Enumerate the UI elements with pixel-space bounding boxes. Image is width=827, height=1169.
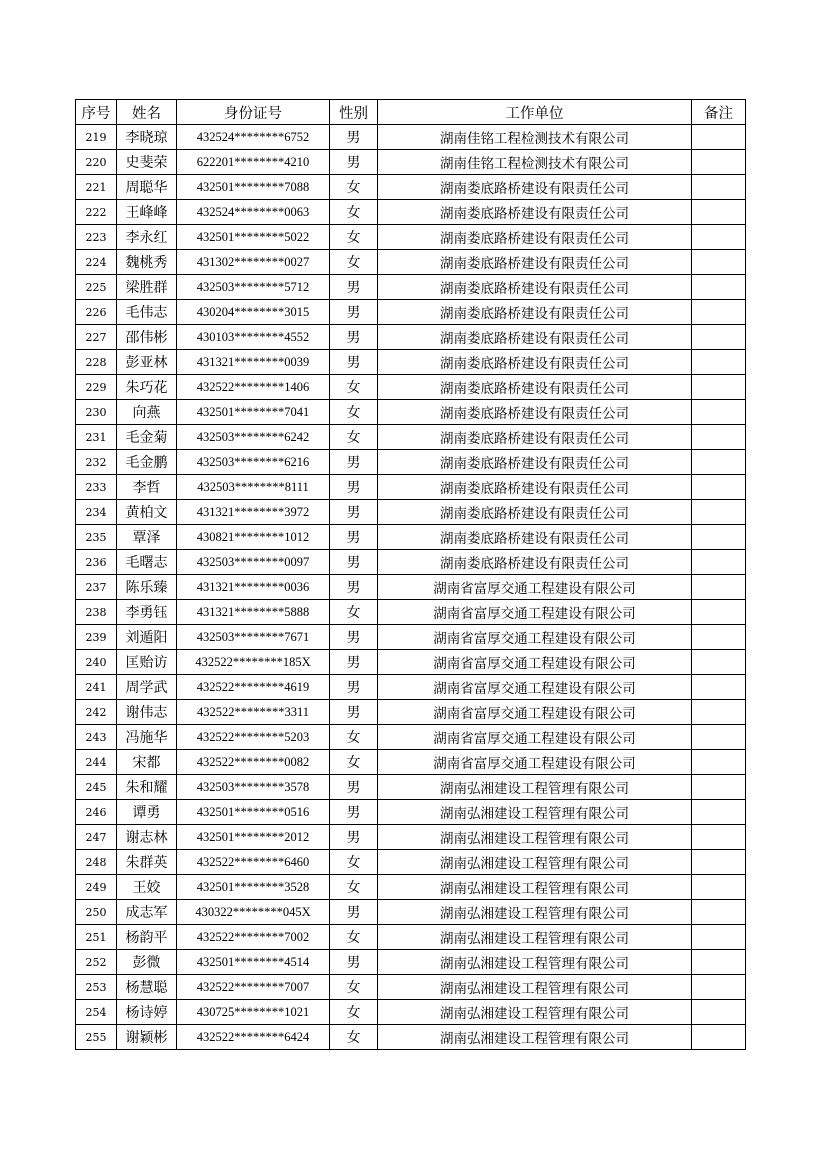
cell-name: 朱群英 xyxy=(117,850,177,875)
cell-id-number: 431321********5888 xyxy=(177,600,330,625)
header-name: 姓名 xyxy=(117,100,177,125)
cell-remarks xyxy=(692,575,746,600)
cell-remarks xyxy=(692,325,746,350)
table-row xyxy=(76,200,746,225)
cell-remarks xyxy=(692,500,746,525)
cell-id-number: 432501********4514 xyxy=(177,950,330,975)
cell-serial: 227 xyxy=(76,325,117,350)
table-row xyxy=(76,600,746,625)
cell-gender: 男 xyxy=(330,150,378,175)
cell-serial: 232 xyxy=(76,450,117,475)
cell-remarks xyxy=(692,975,746,1000)
cell-remarks xyxy=(692,250,746,275)
cell-gender: 男 xyxy=(330,550,378,575)
header-employer: 工作单位 xyxy=(378,100,692,125)
cell-name: 冯施华 xyxy=(117,725,177,750)
table-row xyxy=(76,925,746,950)
cell-employer: 湖南娄底路桥建设有限责任公司 xyxy=(378,550,692,575)
cell-id-number: 432501********0516 xyxy=(177,800,330,825)
cell-id-number: 432501********2012 xyxy=(177,825,330,850)
cell-employer: 湖南省富厚交通工程建设有限公司 xyxy=(378,575,692,600)
cell-serial: 233 xyxy=(76,475,117,500)
cell-id-number: 432503********3578 xyxy=(177,775,330,800)
cell-employer: 湖南娄底路桥建设有限责任公司 xyxy=(378,300,692,325)
cell-id-number: 432522********5203 xyxy=(177,725,330,750)
table-row xyxy=(76,525,746,550)
cell-gender: 男 xyxy=(330,575,378,600)
header-row xyxy=(76,100,746,125)
cell-remarks xyxy=(692,275,746,300)
table-header xyxy=(76,100,746,125)
cell-remarks xyxy=(692,675,746,700)
cell-id-number: 432524********6752 xyxy=(177,125,330,150)
cell-employer: 湖南娄底路桥建设有限责任公司 xyxy=(378,325,692,350)
roster-table xyxy=(75,99,746,1050)
cell-id-number: 432501********5022 xyxy=(177,225,330,250)
cell-employer: 湖南佳铭工程检测技术有限公司 xyxy=(378,125,692,150)
cell-id-number: 432503********6216 xyxy=(177,450,330,475)
cell-name: 刘遁阳 xyxy=(117,625,177,650)
cell-remarks xyxy=(692,875,746,900)
cell-id-number: 432503********5712 xyxy=(177,275,330,300)
cell-name: 黄柏文 xyxy=(117,500,177,525)
cell-remarks xyxy=(692,375,746,400)
cell-gender: 男 xyxy=(330,900,378,925)
cell-employer: 湖南娄底路桥建设有限责任公司 xyxy=(378,425,692,450)
cell-remarks xyxy=(692,1000,746,1025)
cell-employer: 湖南娄底路桥建设有限责任公司 xyxy=(378,225,692,250)
cell-gender: 女 xyxy=(330,750,378,775)
cell-serial: 238 xyxy=(76,600,117,625)
cell-serial: 253 xyxy=(76,975,117,1000)
table-row xyxy=(76,800,746,825)
cell-name: 毛曙志 xyxy=(117,550,177,575)
cell-employer: 湖南省富厚交通工程建设有限公司 xyxy=(378,600,692,625)
cell-remarks xyxy=(692,850,746,875)
cell-name: 彭微 xyxy=(117,950,177,975)
cell-remarks xyxy=(692,225,746,250)
cell-remarks xyxy=(692,350,746,375)
cell-employer: 湖南弘湘建设工程管理有限公司 xyxy=(378,825,692,850)
cell-serial: 242 xyxy=(76,700,117,725)
cell-serial: 237 xyxy=(76,575,117,600)
cell-serial: 225 xyxy=(76,275,117,300)
cell-remarks xyxy=(692,150,746,175)
cell-employer: 湖南娄底路桥建设有限责任公司 xyxy=(378,200,692,225)
cell-gender: 男 xyxy=(330,500,378,525)
cell-id-number: 432522********0082 xyxy=(177,750,330,775)
cell-gender: 女 xyxy=(330,250,378,275)
cell-id-number: 431321********3972 xyxy=(177,500,330,525)
cell-employer: 湖南省富厚交通工程建设有限公司 xyxy=(378,700,692,725)
cell-name: 谭勇 xyxy=(117,800,177,825)
cell-gender: 男 xyxy=(330,775,378,800)
cell-name: 李永红 xyxy=(117,225,177,250)
cell-employer: 湖南佳铭工程检测技术有限公司 xyxy=(378,150,692,175)
header-serial: 序号 xyxy=(76,100,117,125)
cell-id-number: 432501********7088 xyxy=(177,175,330,200)
cell-serial: 250 xyxy=(76,900,117,925)
cell-gender: 男 xyxy=(330,475,378,500)
cell-remarks xyxy=(692,650,746,675)
cell-gender: 女 xyxy=(330,425,378,450)
cell-remarks xyxy=(692,625,746,650)
cell-employer: 湖南省富厚交通工程建设有限公司 xyxy=(378,725,692,750)
cell-id-number: 432522********7007 xyxy=(177,975,330,1000)
cell-name: 毛伟志 xyxy=(117,300,177,325)
table-row xyxy=(76,750,746,775)
cell-id-number: 430103********4552 xyxy=(177,325,330,350)
cell-gender: 女 xyxy=(330,175,378,200)
table-row xyxy=(76,675,746,700)
cell-gender: 男 xyxy=(330,950,378,975)
table-row xyxy=(76,475,746,500)
cell-serial: 236 xyxy=(76,550,117,575)
cell-id-number: 431321********0036 xyxy=(177,575,330,600)
table-row xyxy=(76,725,746,750)
cell-serial: 224 xyxy=(76,250,117,275)
cell-serial: 221 xyxy=(76,175,117,200)
cell-gender: 男 xyxy=(330,300,378,325)
cell-remarks xyxy=(692,700,746,725)
cell-name: 杨诗婷 xyxy=(117,1000,177,1025)
cell-id-number: 432522********185X xyxy=(177,650,330,675)
cell-employer: 湖南省富厚交通工程建设有限公司 xyxy=(378,750,692,775)
cell-remarks xyxy=(692,725,746,750)
cell-id-number: 432501********3528 xyxy=(177,875,330,900)
cell-employer: 湖南弘湘建设工程管理有限公司 xyxy=(378,850,692,875)
cell-serial: 252 xyxy=(76,950,117,975)
table-row xyxy=(76,450,746,475)
table-row xyxy=(76,500,746,525)
cell-id-number: 432503********0097 xyxy=(177,550,330,575)
cell-remarks xyxy=(692,1025,746,1050)
table-row xyxy=(76,700,746,725)
cell-gender: 女 xyxy=(330,400,378,425)
cell-name: 毛金菊 xyxy=(117,425,177,450)
table-row xyxy=(76,150,746,175)
cell-name: 梁胜群 xyxy=(117,275,177,300)
cell-name: 朱和耀 xyxy=(117,775,177,800)
cell-id-number: 432522********6424 xyxy=(177,1025,330,1050)
cell-gender: 男 xyxy=(330,125,378,150)
header-remarks: 备注 xyxy=(692,100,746,125)
cell-serial: 223 xyxy=(76,225,117,250)
cell-name: 毛金鹏 xyxy=(117,450,177,475)
cell-remarks xyxy=(692,450,746,475)
cell-gender: 男 xyxy=(330,650,378,675)
cell-serial: 226 xyxy=(76,300,117,325)
cell-gender: 女 xyxy=(330,600,378,625)
cell-name: 李哲 xyxy=(117,475,177,500)
cell-id-number: 432503********8111 xyxy=(177,475,330,500)
cell-gender: 女 xyxy=(330,875,378,900)
cell-name: 王姣 xyxy=(117,875,177,900)
cell-gender: 女 xyxy=(330,925,378,950)
cell-name: 魏桃秀 xyxy=(117,250,177,275)
cell-employer: 湖南弘湘建设工程管理有限公司 xyxy=(378,1025,692,1050)
cell-remarks xyxy=(692,950,746,975)
cell-serial: 249 xyxy=(76,875,117,900)
table-row xyxy=(76,275,746,300)
cell-serial: 235 xyxy=(76,525,117,550)
cell-remarks xyxy=(692,750,746,775)
cell-employer: 湖南弘湘建设工程管理有限公司 xyxy=(378,950,692,975)
table-row xyxy=(76,575,746,600)
table-row xyxy=(76,975,746,1000)
cell-remarks xyxy=(692,300,746,325)
cell-serial: 231 xyxy=(76,425,117,450)
cell-remarks xyxy=(692,400,746,425)
cell-serial: 248 xyxy=(76,850,117,875)
table-row xyxy=(76,400,746,425)
cell-name: 杨韵平 xyxy=(117,925,177,950)
cell-id-number: 432522********7002 xyxy=(177,925,330,950)
cell-gender: 女 xyxy=(330,1025,378,1050)
cell-serial: 246 xyxy=(76,800,117,825)
cell-id-number: 432501********7041 xyxy=(177,400,330,425)
cell-gender: 男 xyxy=(330,825,378,850)
cell-name: 周聪华 xyxy=(117,175,177,200)
cell-id-number: 432522********4619 xyxy=(177,675,330,700)
cell-name: 周学武 xyxy=(117,675,177,700)
cell-serial: 244 xyxy=(76,750,117,775)
cell-name: 朱巧花 xyxy=(117,375,177,400)
cell-serial: 251 xyxy=(76,925,117,950)
cell-id-number: 430322********045X xyxy=(177,900,330,925)
cell-remarks xyxy=(692,200,746,225)
cell-employer: 湖南弘湘建设工程管理有限公司 xyxy=(378,925,692,950)
cell-remarks xyxy=(692,525,746,550)
table-row xyxy=(76,650,746,675)
table-row xyxy=(76,875,746,900)
cell-gender: 男 xyxy=(330,525,378,550)
header-gender: 性别 xyxy=(330,100,378,125)
cell-remarks xyxy=(692,600,746,625)
cell-id-number: 432522********6460 xyxy=(177,850,330,875)
cell-serial: 219 xyxy=(76,125,117,150)
table-row xyxy=(76,425,746,450)
table-row xyxy=(76,775,746,800)
cell-employer: 湖南娄底路桥建设有限责任公司 xyxy=(378,500,692,525)
roster-sheet xyxy=(75,99,746,1050)
table-row xyxy=(76,1000,746,1025)
table-row xyxy=(76,325,746,350)
cell-gender: 男 xyxy=(330,350,378,375)
cell-id-number: 432503********6242 xyxy=(177,425,330,450)
table-row xyxy=(76,850,746,875)
cell-employer: 湖南弘湘建设工程管理有限公司 xyxy=(378,800,692,825)
cell-name: 彭亚林 xyxy=(117,350,177,375)
cell-gender: 男 xyxy=(330,700,378,725)
cell-employer: 湖南娄底路桥建设有限责任公司 xyxy=(378,475,692,500)
cell-remarks xyxy=(692,125,746,150)
cell-remarks xyxy=(692,925,746,950)
table-row xyxy=(76,300,746,325)
cell-remarks xyxy=(692,800,746,825)
cell-id-number: 430821********1012 xyxy=(177,525,330,550)
table-body xyxy=(76,125,746,1050)
cell-name: 宋都 xyxy=(117,750,177,775)
cell-gender: 女 xyxy=(330,725,378,750)
cell-name: 李勇钰 xyxy=(117,600,177,625)
cell-remarks xyxy=(692,900,746,925)
cell-id-number: 430204********3015 xyxy=(177,300,330,325)
cell-employer: 湖南省富厚交通工程建设有限公司 xyxy=(378,675,692,700)
cell-gender: 男 xyxy=(330,675,378,700)
cell-serial: 240 xyxy=(76,650,117,675)
cell-employer: 湖南娄底路桥建设有限责任公司 xyxy=(378,375,692,400)
cell-serial: 222 xyxy=(76,200,117,225)
cell-employer: 湖南娄底路桥建设有限责任公司 xyxy=(378,350,692,375)
cell-serial: 255 xyxy=(76,1025,117,1050)
cell-serial: 247 xyxy=(76,825,117,850)
cell-gender: 男 xyxy=(330,325,378,350)
cell-name: 谢志林 xyxy=(117,825,177,850)
cell-gender: 女 xyxy=(330,375,378,400)
cell-employer: 湖南娄底路桥建设有限责任公司 xyxy=(378,525,692,550)
cell-serial: 228 xyxy=(76,350,117,375)
cell-remarks xyxy=(692,825,746,850)
cell-name: 匡贻访 xyxy=(117,650,177,675)
table-row xyxy=(76,175,746,200)
table-row xyxy=(76,550,746,575)
cell-name: 邵伟彬 xyxy=(117,325,177,350)
table-row xyxy=(76,950,746,975)
cell-employer: 湖南娄底路桥建设有限责任公司 xyxy=(378,250,692,275)
cell-serial: 229 xyxy=(76,375,117,400)
cell-gender: 女 xyxy=(330,975,378,1000)
cell-gender: 女 xyxy=(330,850,378,875)
cell-gender: 女 xyxy=(330,225,378,250)
table-row xyxy=(76,1025,746,1050)
cell-employer: 湖南娄底路桥建设有限责任公司 xyxy=(378,400,692,425)
cell-gender: 男 xyxy=(330,625,378,650)
cell-name: 史斐荣 xyxy=(117,150,177,175)
cell-remarks xyxy=(692,475,746,500)
cell-name: 谢伟志 xyxy=(117,700,177,725)
table-row xyxy=(76,625,746,650)
cell-serial: 254 xyxy=(76,1000,117,1025)
cell-id-number: 622201********4210 xyxy=(177,150,330,175)
cell-employer: 湖南娄底路桥建设有限责任公司 xyxy=(378,450,692,475)
cell-employer: 湖南省富厚交通工程建设有限公司 xyxy=(378,625,692,650)
cell-remarks xyxy=(692,775,746,800)
table-row xyxy=(76,825,746,850)
cell-serial: 220 xyxy=(76,150,117,175)
cell-employer: 湖南弘湘建设工程管理有限公司 xyxy=(378,775,692,800)
cell-id-number: 432522********1406 xyxy=(177,375,330,400)
cell-name: 陈乐臻 xyxy=(117,575,177,600)
table-row xyxy=(76,125,746,150)
cell-gender: 男 xyxy=(330,275,378,300)
cell-name: 覃泽 xyxy=(117,525,177,550)
cell-employer: 湖南弘湘建设工程管理有限公司 xyxy=(378,1000,692,1025)
cell-name: 成志军 xyxy=(117,900,177,925)
table-row xyxy=(76,350,746,375)
table-row xyxy=(76,250,746,275)
cell-id-number: 432524********0063 xyxy=(177,200,330,225)
table-row xyxy=(76,900,746,925)
cell-name: 王峰峰 xyxy=(117,200,177,225)
cell-name: 李晓琼 xyxy=(117,125,177,150)
cell-serial: 230 xyxy=(76,400,117,425)
cell-serial: 245 xyxy=(76,775,117,800)
cell-employer: 湖南娄底路桥建设有限责任公司 xyxy=(378,275,692,300)
cell-serial: 243 xyxy=(76,725,117,750)
cell-employer: 湖南娄底路桥建设有限责任公司 xyxy=(378,175,692,200)
table-row xyxy=(76,225,746,250)
cell-remarks xyxy=(692,550,746,575)
cell-gender: 女 xyxy=(330,1000,378,1025)
cell-id-number: 431302********0027 xyxy=(177,250,330,275)
cell-remarks xyxy=(692,425,746,450)
cell-name: 杨慧聪 xyxy=(117,975,177,1000)
cell-remarks xyxy=(692,175,746,200)
cell-serial: 234 xyxy=(76,500,117,525)
cell-name: 谢颖彬 xyxy=(117,1025,177,1050)
cell-gender: 男 xyxy=(330,800,378,825)
cell-employer: 湖南弘湘建设工程管理有限公司 xyxy=(378,975,692,1000)
cell-serial: 239 xyxy=(76,625,117,650)
cell-employer: 湖南省富厚交通工程建设有限公司 xyxy=(378,650,692,675)
cell-employer: 湖南弘湘建设工程管理有限公司 xyxy=(378,900,692,925)
cell-name: 向燕 xyxy=(117,400,177,425)
cell-serial: 241 xyxy=(76,675,117,700)
cell-gender: 女 xyxy=(330,200,378,225)
cell-id-number: 432522********3311 xyxy=(177,700,330,725)
cell-id-number: 432503********7671 xyxy=(177,625,330,650)
table-row xyxy=(76,375,746,400)
cell-id-number: 431321********0039 xyxy=(177,350,330,375)
cell-employer: 湖南弘湘建设工程管理有限公司 xyxy=(378,875,692,900)
cell-id-number: 430725********1021 xyxy=(177,1000,330,1025)
header-id-number: 身份证号 xyxy=(177,100,330,125)
cell-gender: 男 xyxy=(330,450,378,475)
